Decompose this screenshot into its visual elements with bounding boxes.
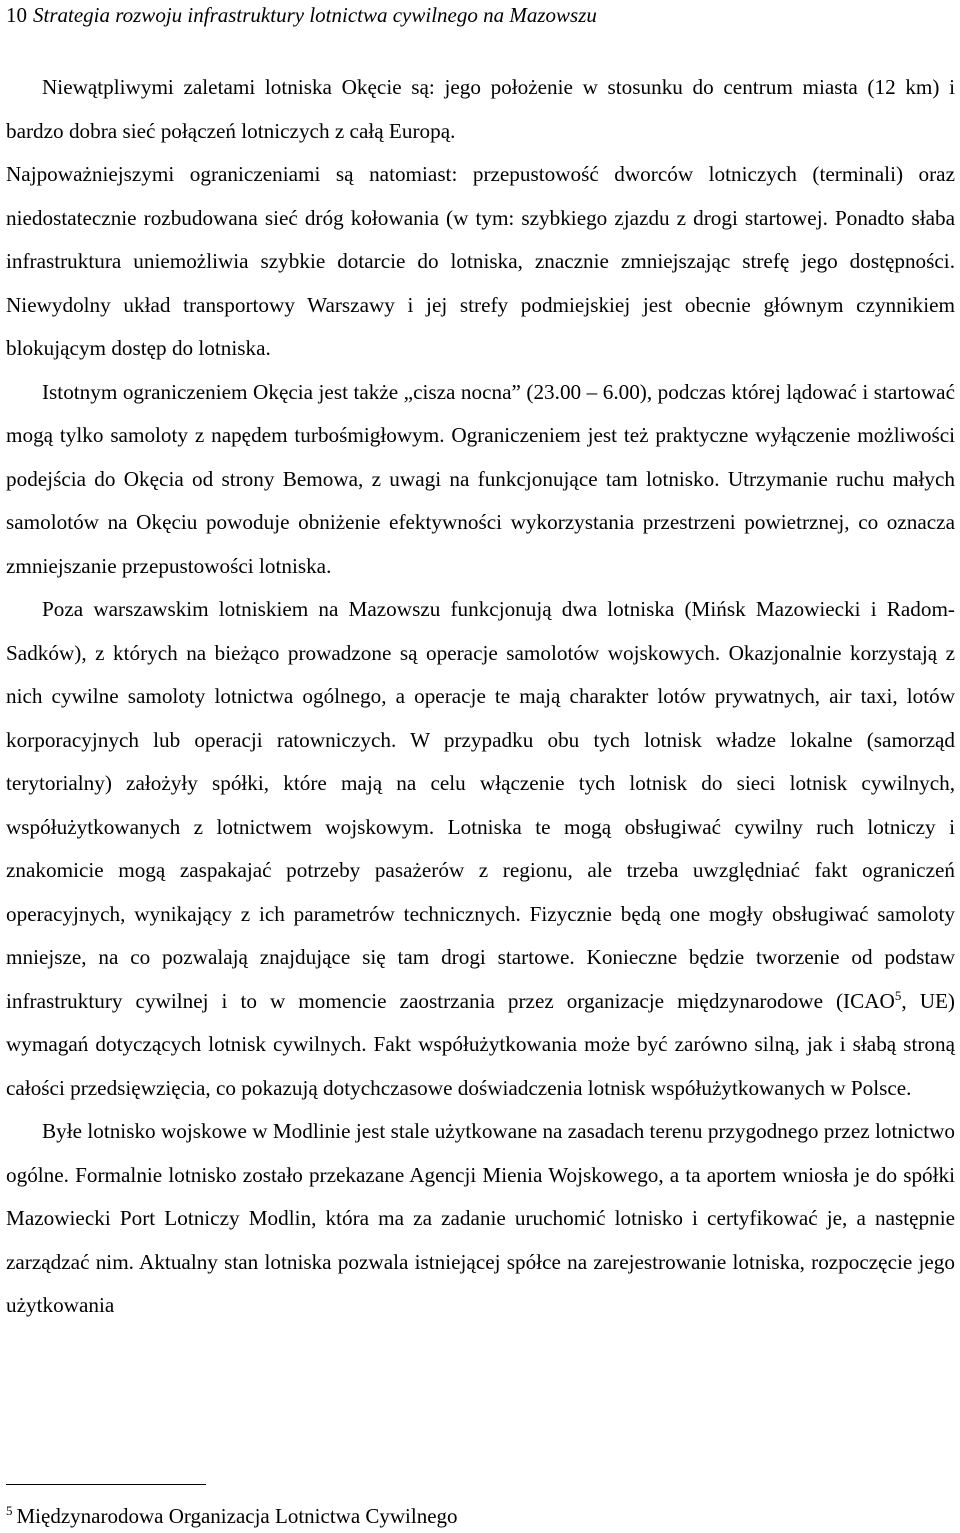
paragraph: Istotnym ograniczeniem Okęcia jest także „cisza nocna” (23.00 – 6.00), podczas której lądować i startować mogą tylko samoloty z napędem turbośmigłowym. Ograniczeniem jest też praktyczne wyłączenie możliwości podejścia do Okęcia od strony Bemowa, z uwagi na funkcjonujące tam lotnisko. Utrzymanie ruchu małych samolotów na Okęciu powoduje obniżenie efektywności wykorzystania przestrzeni powietrznej, co oznacza zmniejszanie przepustowości lotniska. xyxy=(6,379,955,578)
paragraph: Byłe lotnisko wojskowe w Modlinie jest stale użytkowane na zasadach terenu przygodnego przez lotnictwo ogólne. Formalnie lotnisko zostało przekazane Agencji Mienia Wojskowego, a ta aportem wniosła je do spółki Mazowiecki Port Lotniczy Modlin, która ma za zadanie uruchomić lotnisko i certyfikować je, a następnie zarządzać nim. Aktualny stan lotniska pozwala istniejącej spółce na zarejestrowanie lotniska, rozpoczęcie jego użytkowania xyxy=(6,1119,955,1317)
footnote-number: 5 xyxy=(6,1503,13,1518)
header-title: Strategia rozwoju infrastruktury lotnictwa cywilnego na Mazowszu xyxy=(33,3,597,27)
footnote-reference[interactable]: 5 xyxy=(894,987,902,1003)
body-text xyxy=(6,66,955,1328)
paragraph: Najpoważniejszymi ograniczeniami są natomiast: przepustowość dworców lotniczych (terminali) oraz niedostatecznie rozbudowana sieć dróg kołowania (w tym: szybkiego zjazdu z drogi startowej. Ponadto słaba infrastruktura uniemożliwia szybkie dotarcie do lotniska, znacznie zmniejszając strefę jego dostępności. Niewydolny układ transportowy Warszawy i jej strefy podmiejskiej jest obecnie głównym czynnikiem blokującym dostęp do lotniska. xyxy=(6,162,955,360)
footnote xyxy=(6,1502,458,1530)
footnote-text: Międzynarodowa Organizacja Lotnictwa Cywilnego xyxy=(16,1504,458,1528)
paragraph-text: , UE) wymagań dotyczących lotnisk cywilnych. Fakt współużytkowania może być zarówno silną, jak i słabą stroną całości przedsięwzięcia, co pokazują dotychczasowe doświadczenia lotnisk współużytkowanych w Polsce. xyxy=(6,988,955,1100)
paragraph xyxy=(6,588,955,1110)
running-header xyxy=(6,2,597,28)
paragraph-text: Poza warszawskim lotniskiem na Mazowszu funkcjonują dwa lotniska (Mińsk Mazowiecki i Radom-Sadków), z których na bieżąco prowadzone są operacje samolotów wojskowych. Okazjonalnie korzystają z nich cywilne samoloty lotnictwa ogólnego, a operacje te mają charakter lotów prywatnych, air taxi, lotów korporacyjnych lub operacji ratowniczych. W przypadku obu tych lotnisk władze lokalne (samorząd terytorialny) założyły spółki, które mają na celu włączenie tych lotnisk do sieci lotnisk cywilnych, współużytkowanych z lotnictwem wojskowym. Lotniska te mogą obsługiwać cywilny ruch lotniczy i znakomicie mogą zaspakajać potrzeby pasażerów z regionu, ale trzeba uwzględniać fakt ograniczeń operacyjnych, wynikający z ich parametrów technicznych. Fizycznie będą one mogły obsługiwać samoloty mniejsze, na co pozwalają znajdujące się tam drogi startowe. Konieczne będzie tworzenie od podstaw infrastruktury cywilnej i to w momencie zaostrzania przez organizacje międzynarodowe (ICAO xyxy=(6,597,955,1013)
page-number: 10 xyxy=(6,3,27,27)
paragraph: Niewątpliwymi zaletami lotniska Okęcie są: jego położenie w stosunku do centrum miasta (12 km) i bardzo dobra sieć połączeń lotniczych z całą Europą. xyxy=(6,75,955,143)
footnote-separator xyxy=(6,1484,206,1485)
